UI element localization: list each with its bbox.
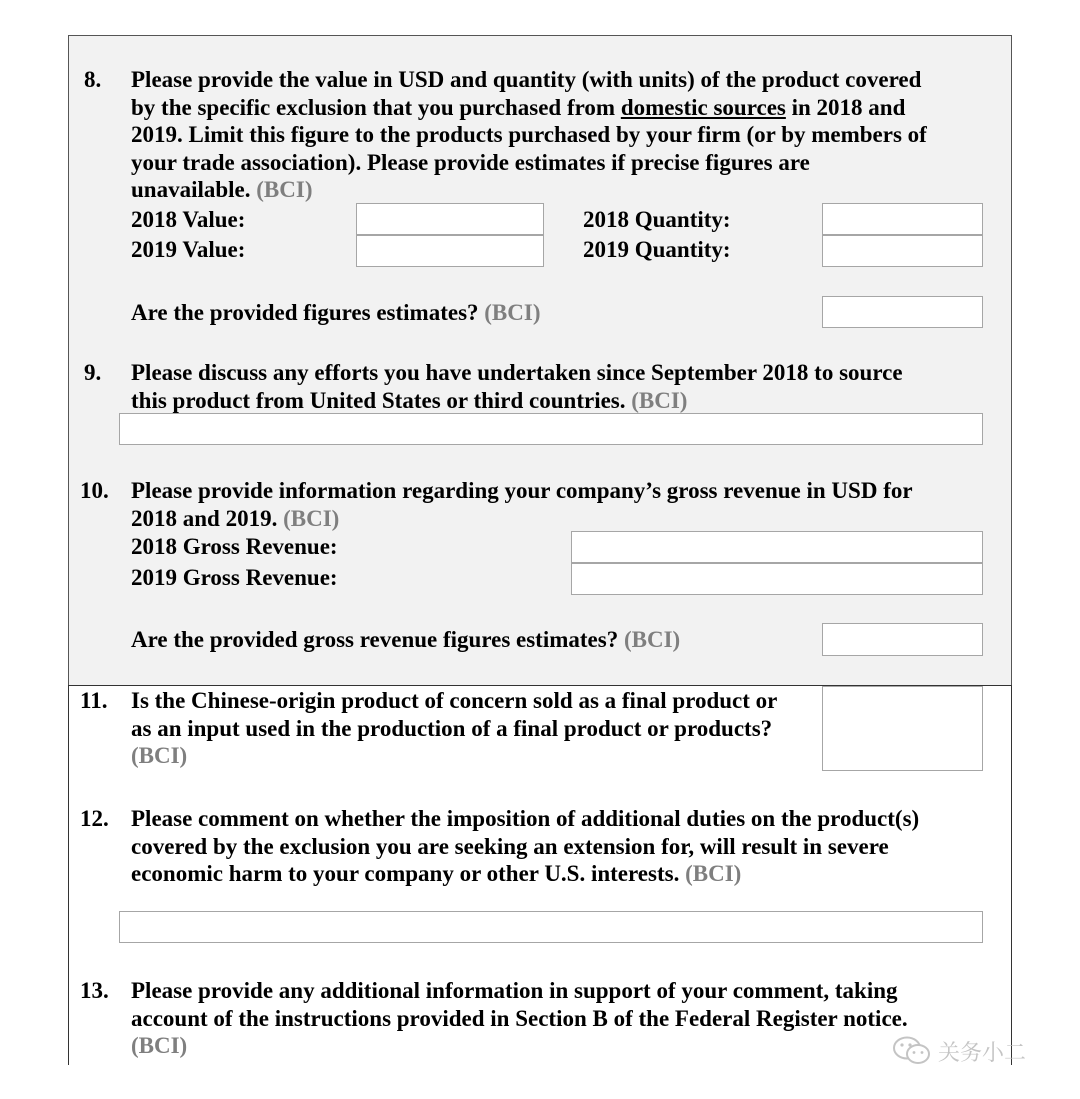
q10-estimates-question: Are the provided gross revenue figures estimates? (BCI) xyxy=(131,627,681,652)
revenue-2018-input[interactable] xyxy=(571,531,983,563)
q8-line-3: 2019. Limit this figure to the products purchased by your firm (or by members of xyxy=(131,122,927,147)
q13-line-2: account of the instructions provided in Section B of the Federal Register notice. xyxy=(131,1005,908,1031)
bci-tag: (BCI) xyxy=(631,387,688,413)
q13-bci-tag: (BCI) xyxy=(131,1033,188,1058)
sourcing-efforts-input[interactable] xyxy=(119,413,983,445)
q10-revenue-2019-label: 2019 Gross Revenue: xyxy=(131,565,338,590)
q9-line-2: this product from United States or third countries. (BCI) xyxy=(131,387,688,413)
q13-line-1: Please provide any additional information in support of your comment, taking xyxy=(131,978,898,1003)
q12-line-2: covered by the exclusion you are seeking an extension for, will result in severe xyxy=(131,833,889,859)
bci-tag: (BCI) xyxy=(623,627,681,652)
quantity-2018-input[interactable] xyxy=(822,203,983,235)
q8-line-4: your trade association). Please provide estimates if precise figures are xyxy=(131,149,810,175)
q8-qty-2018-label: 2018 Quantity: xyxy=(583,207,731,232)
q8-value-2018-label: 2018 Value: xyxy=(131,207,246,232)
bci-tag: (BCI) xyxy=(484,300,541,325)
q11-line-2: as an input used in the production of a final product or products? xyxy=(131,715,773,741)
final-product-input[interactable] xyxy=(822,686,983,771)
q8-estimates-question: Are the provided figures estimates? (BCI) xyxy=(131,300,541,325)
q8-number: 8. xyxy=(84,67,102,92)
q11-number: 11. xyxy=(80,688,108,713)
q10-revenue-2018-label: 2018 Gross Revenue: xyxy=(131,534,338,559)
bci-tag: (BCI) xyxy=(283,505,340,531)
domestic-sources-link: domestic sources xyxy=(620,94,786,120)
q8-line-2: by the specific exclusion that you purchased from domestic sources in 2018 and xyxy=(131,94,906,120)
q10-estimates-input[interactable] xyxy=(822,623,983,656)
value-2019-input[interactable] xyxy=(356,235,544,267)
q13-number: 13. xyxy=(80,978,109,1003)
watermark-text: 关务小二 xyxy=(938,1040,1027,1066)
q11-bci-tag: (BCI) xyxy=(131,743,188,768)
q11-line-1: Is the Chinese-origin product of concern sold as a final product or xyxy=(131,688,778,713)
q8-estimates-input[interactable] xyxy=(822,296,983,328)
wechat-icon xyxy=(892,1035,932,1067)
q8-value-2019-label: 2019 Value: xyxy=(131,237,246,262)
q8-qty-2019-label: 2019 Quantity: xyxy=(583,237,731,262)
q12-number: 12. xyxy=(80,806,109,831)
watermark xyxy=(892,1034,1026,1068)
q12-line-3: economic harm to your company or other U.S. interests. (BCI) xyxy=(131,861,742,886)
q10-line-1: Please provide information regarding your company’s gross revenue in USD for xyxy=(131,478,913,503)
q8-line-1: Please provide the value in USD and quantity (with units) of the product covered xyxy=(131,67,922,92)
q10-number: 10. xyxy=(80,478,109,503)
q12-line-1: Please comment on whether the imposition of additional duties on the product(s) xyxy=(131,806,920,831)
revenue-2019-input[interactable] xyxy=(571,563,983,595)
q10-line-2: 2018 and 2019. (BCI) xyxy=(131,505,340,531)
economic-harm-input[interactable] xyxy=(119,911,983,943)
quantity-2019-input[interactable] xyxy=(822,235,983,267)
q9-line-1: Please discuss any efforts you have undertaken since September 2018 to source xyxy=(131,360,903,385)
bci-tag: (BCI) xyxy=(256,177,313,202)
bci-tag: (BCI) xyxy=(685,861,742,886)
q8-line-5: unavailable. (BCI) xyxy=(131,177,313,202)
value-2018-input[interactable] xyxy=(356,203,544,235)
q9-number: 9. xyxy=(84,360,102,385)
